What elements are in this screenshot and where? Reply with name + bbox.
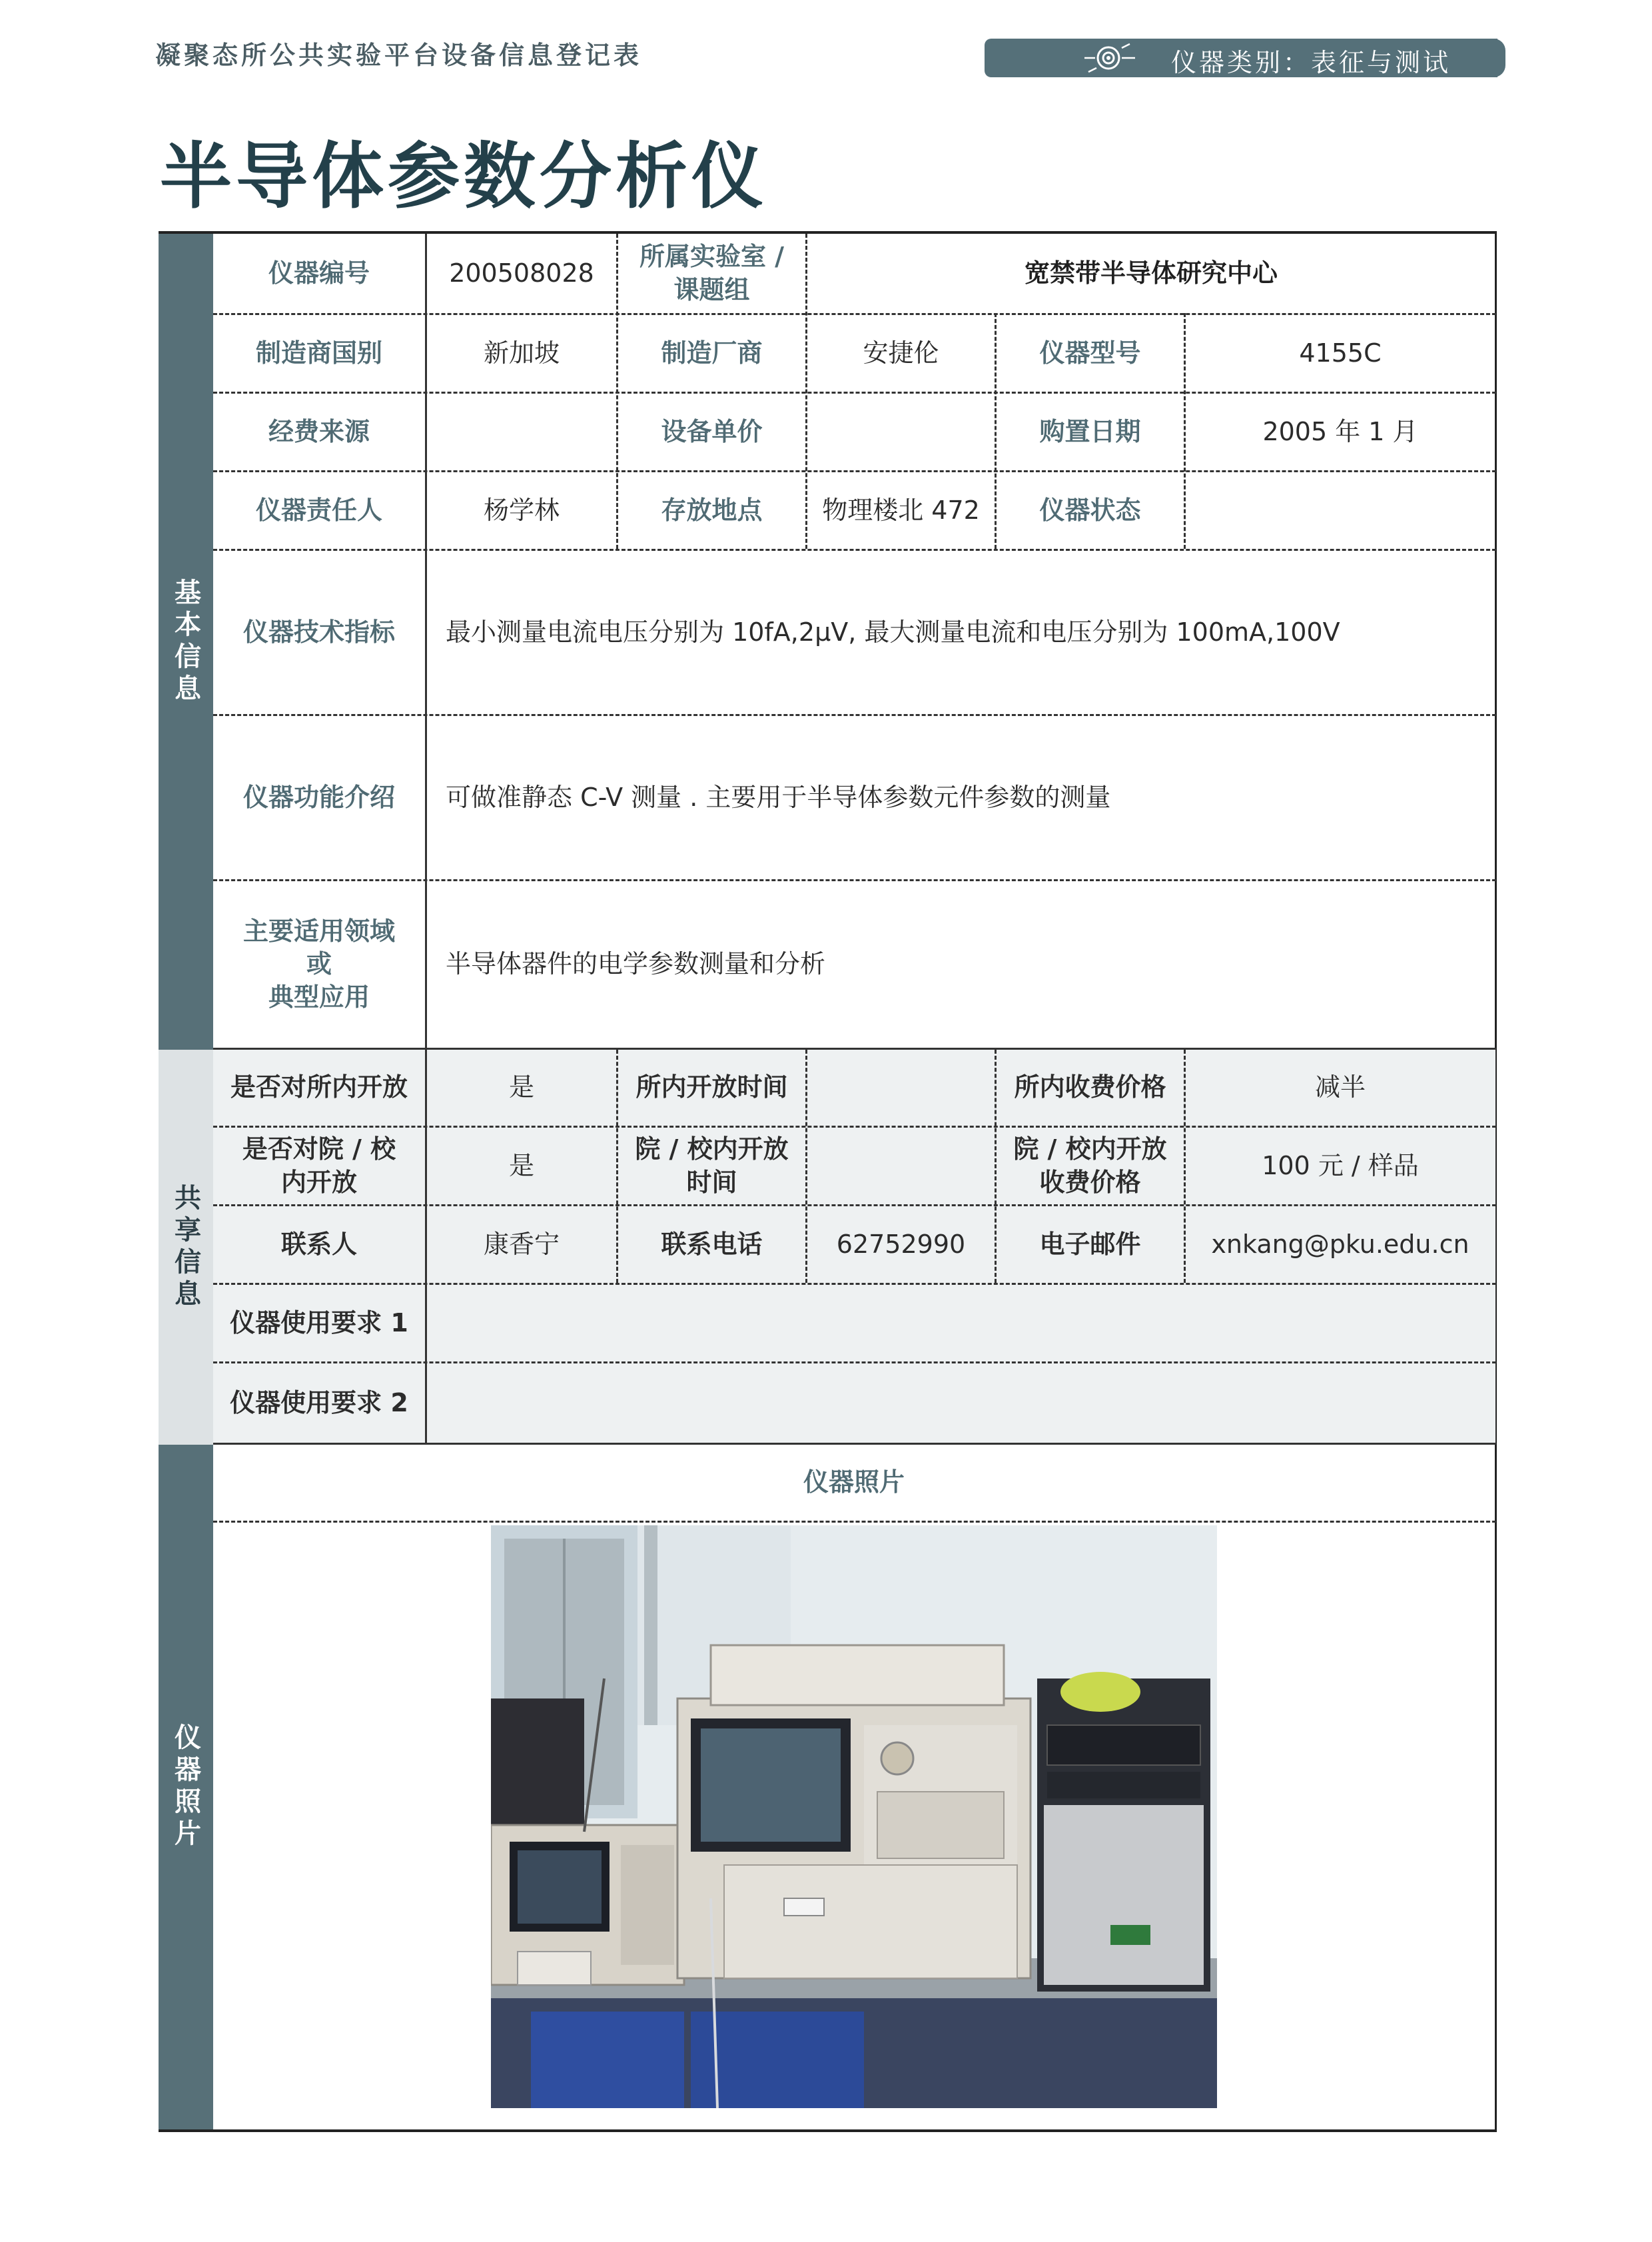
value-owner: 杨学林 (483, 495, 560, 525)
value-location: 物理楼北 472 (822, 495, 980, 525)
label-spec: 仪器技术指标 (242, 617, 395, 647)
label-lab: 所属实验室 / 课题组 (639, 242, 785, 304)
value-date: 2005 年 1 月 (1262, 416, 1418, 446)
label-location: 存放地点 (661, 495, 763, 525)
label-price: 设备单价 (661, 416, 763, 446)
section-share-info: 共享信息 (159, 1050, 213, 1445)
label-id: 仪器编号 (268, 258, 370, 288)
label-model: 仪器型号 (1039, 338, 1141, 368)
label-campus-open: 是否对院 / 校内开放 (242, 1134, 396, 1197)
label-contact: 联系人 (280, 1229, 357, 1259)
value-lab: 宽禁带半导体研究中心 (1024, 258, 1278, 288)
label-internal-open: 是否对所内开放 (230, 1072, 408, 1102)
label-function: 仪器功能介绍 (242, 782, 395, 812)
value-id: 200508028 (449, 258, 594, 288)
value-application: 半导体器件的电学参数测量和分析 (446, 949, 826, 979)
label-internal-fee: 所内收费价格 (1014, 1072, 1166, 1102)
value-internal-fee: 减半 (1314, 1072, 1366, 1102)
label-maker: 制造厂商 (661, 338, 763, 368)
photo-header: 仪器照片 (803, 1467, 905, 1497)
page-title: 半导体参数分析仪 (160, 135, 768, 218)
value-req1 (427, 1285, 1495, 1361)
label-owner: 仪器责任人 (255, 495, 382, 525)
value-maker: 安捷伦 (863, 338, 939, 368)
category-label: 仪器类别：表征与测试 (1171, 48, 1451, 77)
value-model: 4155C (1299, 338, 1382, 368)
value-campus-time (807, 1128, 995, 1204)
section-photo: 仪器照片 (159, 1445, 213, 2129)
value-spec: 最小测量电流电压分别为 10fA,2μV, 最大测量电流和电压分别为 100mA,100V (446, 617, 1340, 647)
instrument-photo (491, 1525, 1217, 2108)
camera-lens-icon (1083, 41, 1136, 75)
value-campus-fee: 100 元 / 样品 (1262, 1150, 1419, 1180)
value-country: 新加坡 (483, 338, 560, 368)
section-basic-info: 基本信息 (159, 234, 213, 1050)
value-function: 可做准静态 C-V 测量 . 主要用于半导体参数元件参数的测量 (446, 782, 1111, 812)
label-phone: 联系电话 (661, 1229, 763, 1259)
label-campus-fee: 院 / 校内开放收费价格 (1013, 1134, 1167, 1197)
row-divider (213, 1521, 1496, 1523)
value-phone: 62752990 (836, 1229, 966, 1259)
label-country: 制造商国别 (255, 338, 382, 368)
label-email: 电子邮件 (1039, 1229, 1141, 1259)
label-req2: 仪器使用要求 2 (230, 1387, 408, 1417)
value-funding (427, 394, 616, 470)
label-status: 仪器状态 (1039, 495, 1141, 525)
value-price (807, 394, 995, 470)
value-campus-open: 是 (508, 1150, 534, 1180)
value-internal-open: 是 (508, 1072, 534, 1102)
label-application: 主要适用领域 或 典型应用 (242, 916, 395, 1012)
value-status (1186, 472, 1495, 549)
label-funding: 经费来源 (268, 416, 370, 446)
value-internal-time (807, 1050, 995, 1126)
label-campus-time: 院 / 校内开放时间 (635, 1134, 789, 1197)
label-internal-time: 所内开放时间 (635, 1072, 788, 1102)
category-tab (985, 39, 1497, 77)
value-req2 (427, 1363, 1495, 1443)
value-contact: 康香宁 (483, 1229, 560, 1259)
value-email[interactable]: xnkang@pku.edu.cn (1211, 1229, 1469, 1259)
form-subtitle: 凝聚态所公共实验平台设备信息登记表 (155, 41, 643, 70)
label-date: 购置日期 (1039, 416, 1141, 446)
label-req1: 仪器使用要求 1 (230, 1308, 408, 1337)
table-bottom-border (159, 2129, 1496, 2132)
